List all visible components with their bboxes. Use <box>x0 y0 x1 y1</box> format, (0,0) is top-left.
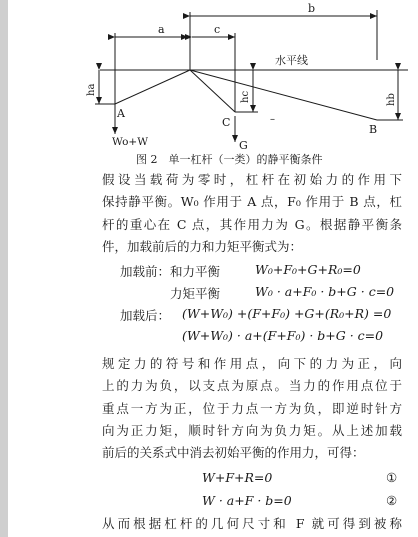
label-a: a <box>158 23 165 36</box>
lever-diagram <box>8 0 418 150</box>
para1-line2: 保持静平衡。W₀ 作用于 A 点，F₀ 作用于 B 点，杠 <box>102 194 402 209</box>
para2-line2: 上的力为负，以支点为原点。当力的作用点位于 <box>102 378 402 393</box>
eq-after-force: (W+W₀) +(F+F₀) +G+(R₀+R) =0 <box>182 306 392 321</box>
para1-line1: 假设当载荷为零时，杠杆在初始力的作用下 <box>102 172 402 187</box>
eq-after-label: 加载后： <box>120 308 171 323</box>
para2-line1: 规定力的符号和作用点，向下的力为正，向 <box>102 356 402 371</box>
para1-line3: 杆的重心在 C 点，其作用力为 G。根据静平衡条 <box>102 217 402 232</box>
label-c: c <box>214 23 221 36</box>
final-eq-2-number: ② <box>386 493 398 508</box>
figure-caption: 图 2 单一杠杆（一类）的静平衡条件 <box>136 153 323 166</box>
minus-mark: – <box>270 114 275 125</box>
para2-line4: 向为正力矩，顺时针方向为负力矩。从上述加载 <box>102 423 402 438</box>
label-b: b <box>308 2 316 15</box>
eq-before-moment: W₀ · a+F₀ · b+G · c=0 <box>255 284 395 299</box>
para2-line5: 前后的关系式中消去初始平衡的作用力，可得： <box>102 445 365 460</box>
point-a-label: A <box>117 107 125 120</box>
label-hb: hb <box>386 93 397 106</box>
final-eq-1: W+F+R=0 <box>202 470 273 485</box>
eq-before-label: 加载前：和力平衡 <box>120 264 221 279</box>
label-hc: hc <box>240 90 251 103</box>
eq-after-moment: (W+W₀) · a+(F+F₀) · b+G · c=0 <box>182 328 384 343</box>
para1-line4: 件，加载前后的力和力矩平衡式为： <box>102 239 303 254</box>
point-b-label: B <box>369 123 378 136</box>
force-g-label: G <box>239 139 248 150</box>
force-w0w-label: Wo+W <box>112 136 148 148</box>
document-page <box>8 0 418 537</box>
final-eq-1-number: ① <box>386 470 398 485</box>
page-gutter <box>0 0 8 537</box>
para2-line3: 重点一方为正，位于力点一方为负，即逆时针方 <box>102 401 402 416</box>
eq-before-force: W₀+F₀+G+R₀=0 <box>255 262 361 277</box>
label-horizontal-line: 水平线 <box>275 54 308 67</box>
para3-line1: 从而根据杠杆的几何尺寸和 F 就可得到被称 <box>102 516 402 531</box>
final-eq-2: W · a+F · b=0 <box>202 493 292 508</box>
label-ha: ha <box>86 83 97 96</box>
point-c-label: C <box>222 116 231 129</box>
eq-moment-label: 力矩平衡 <box>170 286 221 301</box>
